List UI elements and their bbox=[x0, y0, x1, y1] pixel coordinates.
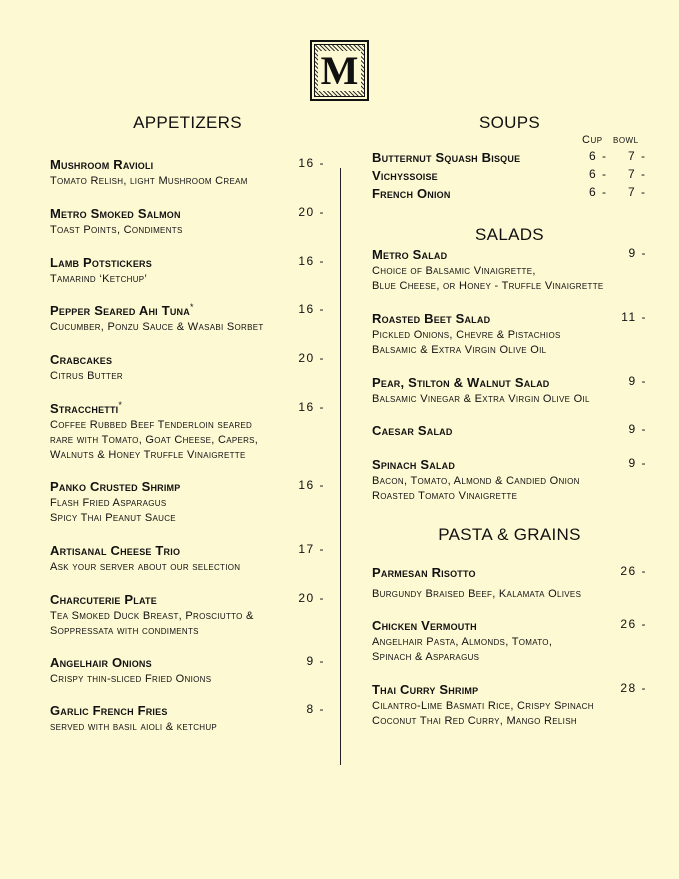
menu-item-price: 26 - bbox=[620, 617, 647, 631]
menu-item-description: Cucumber, Ponzu Sauce & Wasabi Sorbet bbox=[50, 321, 264, 333]
menu-item-description: Coconut Thai Red Curry, Mango Relish bbox=[372, 715, 577, 727]
cup-label: Cup bbox=[582, 134, 603, 146]
menu-item-name: Parmesan Risotto bbox=[372, 565, 476, 580]
menu-item-name: Metro Salad bbox=[372, 247, 448, 262]
menu-item-price: 16 - bbox=[298, 254, 325, 268]
menu-item-price: 9 - bbox=[306, 654, 325, 668]
menu-item-price: 16 - bbox=[298, 156, 325, 170]
menu-item-row bbox=[372, 422, 647, 440]
appetizer-item bbox=[50, 400, 325, 463]
appetizer-item bbox=[50, 254, 325, 287]
menu-item-row bbox=[372, 681, 647, 699]
soup-item bbox=[372, 149, 647, 167]
menu-item-name: Panko Crusted Shrimp bbox=[50, 479, 181, 494]
menu-item-description: Spinach & Asparagus bbox=[372, 651, 480, 663]
menu-item-name: Garlic French Fries bbox=[50, 703, 168, 718]
salad-item bbox=[372, 456, 647, 504]
menu-item-description: Burgundy Braised Beef, Kalamata Olives bbox=[372, 588, 582, 600]
soup-cup-price: 6 - bbox=[589, 167, 608, 181]
menu-item-description: Spicy Thai Peanut Sauce bbox=[50, 512, 176, 524]
soup-bowl-price: 7 - bbox=[628, 167, 647, 181]
menu-item-description: Roasted Tomato Vinaigrette bbox=[372, 490, 518, 502]
menu-item-row bbox=[50, 205, 325, 223]
section-title-pasta-grains: PASTA & GRAINS bbox=[438, 525, 581, 544]
appetizer-item bbox=[50, 205, 325, 238]
restaurant-logo bbox=[310, 40, 369, 101]
menu-item-row bbox=[50, 302, 325, 320]
menu-item-row bbox=[50, 478, 325, 496]
menu-item-description: Balsamic Vinegar & Extra Virgin Olive Oil bbox=[372, 393, 590, 405]
menu-item-description: Choice of Balsamic Vinaigrette, bbox=[372, 265, 536, 277]
menu-item-row bbox=[372, 374, 647, 392]
menu-item-description: Blue Cheese, or Honey - Truffle Vinaigrette bbox=[372, 280, 604, 292]
appetizer-item bbox=[50, 478, 325, 526]
logo-letter: M bbox=[318, 51, 362, 91]
menu-item-row bbox=[372, 564, 647, 582]
menu-item-row bbox=[372, 456, 647, 474]
section-title-salads: SALADS bbox=[475, 225, 544, 244]
menu-item-row bbox=[372, 310, 647, 328]
menu-item-name: Metro Smoked Salmon bbox=[50, 206, 181, 221]
menu-item-price: 28 - bbox=[620, 681, 647, 695]
salad-item bbox=[372, 310, 647, 358]
bowl-label: bowl bbox=[613, 134, 639, 146]
menu-item-price: 9 - bbox=[628, 422, 647, 436]
menu-item-name: Artisanal Cheese Trio bbox=[50, 543, 181, 558]
asterisk-mark: * bbox=[118, 400, 122, 410]
soup-item-name: French Onion bbox=[372, 186, 451, 201]
appetizer-item bbox=[50, 702, 325, 735]
soup-item-name: Vichyssoise bbox=[372, 168, 438, 183]
pasta-item bbox=[372, 681, 647, 729]
menu-item-row bbox=[372, 617, 647, 635]
menu-item-price: 8 - bbox=[306, 702, 325, 716]
soup-item-name: Butternut Squash Bisque bbox=[372, 150, 521, 165]
menu-item-description: served with basil aioli & ketchup bbox=[50, 721, 218, 733]
asterisk-mark: * bbox=[189, 302, 194, 312]
menu-item-description: Bacon, Tomato, Almond & Candied Onion bbox=[372, 475, 580, 487]
menu-item-description: Cilantro-Lime Basmati Rice, Crispy Spinach bbox=[372, 700, 594, 712]
menu-item-row bbox=[50, 542, 325, 560]
menu-item-row bbox=[50, 702, 325, 720]
menu-item-name: Pepper Seared Ahi Tuna bbox=[50, 303, 190, 318]
menu-item-name: Angelhair Onions bbox=[50, 655, 152, 670]
menu-item-price: 20 - bbox=[298, 205, 325, 219]
menu-item-row bbox=[50, 591, 325, 609]
menu-item-description: Tomato Relish, light Mushroom Cream bbox=[50, 175, 248, 187]
menu-item-price: 9 - bbox=[628, 456, 647, 470]
appetizer-item bbox=[50, 156, 325, 189]
menu-item-description: Soppressata with condiments bbox=[50, 625, 199, 637]
menu-item-price: 16 - bbox=[298, 478, 325, 492]
menu-item-name: Thai Curry Shrimp bbox=[372, 682, 479, 697]
menu-item-name: Charcuterie Plate bbox=[50, 592, 157, 607]
menu-item-description: Angelhair Pasta, Almonds, Tomato, bbox=[372, 636, 553, 648]
menu-item-price: 17 - bbox=[298, 542, 325, 556]
menu-item-price: 16 - bbox=[298, 302, 325, 316]
menu-item-description: rare with Tomato, Goat Cheese, Capers, bbox=[50, 434, 259, 446]
menu-item-description: Balsamic & Extra Virgin Olive Oil bbox=[372, 344, 547, 356]
pasta-item bbox=[372, 617, 647, 665]
menu-item-description: Walnuts & Honey Truffle Vinaigrette bbox=[50, 449, 246, 461]
menu-item-name: Lamb Potstickers bbox=[50, 255, 152, 270]
menu-item-row bbox=[50, 654, 325, 672]
menu-item-row bbox=[50, 156, 325, 174]
menu-item-row bbox=[50, 351, 325, 369]
soup-item bbox=[372, 185, 647, 203]
soup-cup-price: 6 - bbox=[589, 185, 608, 199]
menu-item-row bbox=[372, 246, 647, 264]
menu-item-price: 16 - bbox=[298, 400, 325, 414]
menu-item-row bbox=[50, 400, 325, 418]
menu-item-price: 9 - bbox=[628, 374, 647, 388]
salad-item bbox=[372, 374, 647, 407]
soup-item bbox=[372, 167, 647, 185]
appetizer-item bbox=[50, 542, 325, 575]
menu-item-name: Roasted Beet Salad bbox=[372, 311, 491, 326]
menu-item-name: Caesar Salad bbox=[372, 423, 453, 438]
menu-item-name: Crabcakes bbox=[50, 352, 113, 367]
menu-item-price: 11 - bbox=[621, 310, 647, 324]
menu-item-price: 20 - bbox=[298, 351, 325, 365]
appetizer-item bbox=[50, 654, 325, 687]
menu-item-name: Pear, Stilton & Walnut Salad bbox=[372, 375, 550, 390]
menu-item-description: Citrus Butter bbox=[50, 370, 123, 382]
soup-bowl-price: 7 - bbox=[628, 185, 647, 199]
menu-item-description: Toast Points, Condiments bbox=[50, 224, 183, 236]
menu-item-description: Crispy thin-sliced Fried Onions bbox=[50, 673, 212, 685]
section-title-appetizers: APPETIZERS bbox=[133, 113, 242, 132]
soup-cup-price: 6 - bbox=[589, 149, 608, 163]
salad-item bbox=[372, 246, 647, 294]
menu-item-description: Flash Fried Asparagus bbox=[50, 497, 167, 509]
menu-item-price: 26 - bbox=[620, 564, 647, 578]
logo-frame bbox=[314, 44, 365, 97]
menu-item-name: Mushroom Ravioli bbox=[50, 157, 154, 172]
menu-item-name: Chicken Vermouth bbox=[372, 618, 477, 633]
menu-item-row bbox=[50, 254, 325, 272]
appetizer-item bbox=[50, 302, 325, 335]
appetizer-item bbox=[50, 351, 325, 384]
menu-item-price: 9 - bbox=[628, 246, 647, 260]
menu-item-description: Coffee Rubbed Beef Tenderloin seared bbox=[50, 419, 253, 431]
menu-item-description: Ask your server about our selection bbox=[50, 561, 241, 573]
column-divider bbox=[340, 168, 341, 765]
salad-item bbox=[372, 422, 647, 440]
menu-item-description: Tamarind ‘Ketchup’ bbox=[50, 273, 148, 285]
appetizer-item bbox=[50, 591, 325, 639]
menu-item-description: Tea Smoked Duck Breast, Prosciutto & bbox=[50, 610, 254, 622]
menu-item-name: Stracchetti bbox=[50, 401, 119, 416]
menu-item-price: 20 - bbox=[298, 591, 325, 605]
menu-item-name: Spinach Salad bbox=[372, 457, 456, 472]
soup-bowl-price: 7 - bbox=[628, 149, 647, 163]
pasta-item bbox=[372, 564, 647, 602]
menu-item-description: Pickled Onions, Chevre & Pistachios bbox=[372, 329, 561, 341]
section-title-soups: SOUPS bbox=[478, 113, 541, 132]
